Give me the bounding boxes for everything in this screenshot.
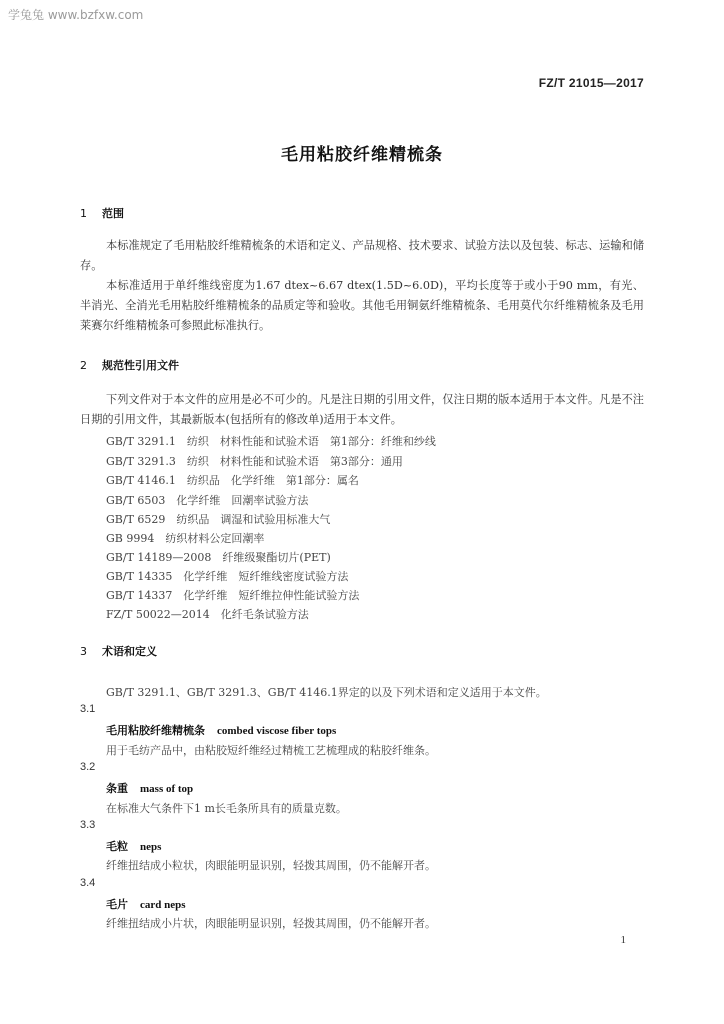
reference-item: GB/T 14337 化学纤维 短纤维拉伸性能试验方法 [106,589,360,602]
term-en: neps [140,841,162,853]
term-zh: 毛粒 [106,840,128,853]
term-definition: 在标准大气条件下1 m长毛条所具有的质量克数。 [106,802,347,815]
section-number: 3 [80,645,87,658]
section-1-heading [80,205,124,221]
section-number: 2 [80,359,87,372]
reference-item: GB/T 6529 纺织品 调湿和试验用标准大气 [106,513,331,526]
reference-item: GB/T 3291.1 纺织 材料性能和试验术语 第1部分：纤维和纱线 [106,435,436,448]
section-1-paragraph-2: 本标准适用于单纤维线密度为1.67 dtex~6.67 dtex(1.5D~6.0D)，平均长度等于或小于90 mm，有光、半消光、全消光毛用粘胶纤维精梳条的品质定等和验收。其他毛用铜氨纤维精梳条、毛用莫代尔纤维精梳条及毛用莱赛尔纤维精梳条可参照此标准执行。 [80,279,644,332]
reference-item: GB/T 4146.1 纺织品 化学纤维 第1部分：属名 [106,474,359,487]
reference-item: GB/T 6503 化学纤维 回潮率试验方法 [106,494,309,507]
term-heading [106,722,336,738]
reference-item: FZ/T 50022—2014 化纤毛条试验方法 [106,608,309,621]
reference-item: GB/T 14189—2008 纤维级聚酯切片(PET) [106,551,331,564]
term-definition: 纤维扭结成小粒状，肉眼能明显识别，轻拨其周围，仍不能解开者。 [106,859,436,872]
term-heading [106,838,161,854]
term-zh: 毛片 [106,898,128,911]
term-number: 3.2 [80,761,96,773]
section-3-heading [80,643,157,659]
section-2-intro: 下列文件对于本文件的应用是必不可少的。凡是注日期的引用文件，仅注日期的版本适用于本文件。凡是不注日期的引用文件，其最新版本(包括所有的修改单)适用于本文件。 [80,393,644,426]
reference-item: GB 9994 纺织材料公定回潮率 [106,532,265,545]
section-3-intro: GB/T 3291.1、GB/T 3291.3、GB/T 4146.1界定的以及下列术语和定义适用于本文件。 [106,686,547,699]
term-en: combed viscose fiber tops [217,725,337,737]
section-title: 范围 [102,207,124,220]
term-definition: 用于毛纺产品中，由粘胶短纤维经过精梳工艺梳理成的粘胶纤维条。 [106,744,436,757]
reference-item: GB/T 3291.3 纺织 材料性能和试验术语 第3部分：通用 [106,455,403,468]
standard-code: FZ/T 21015—2017 [538,76,644,90]
term-zh: 条重 [106,782,128,795]
term-number: 3.4 [80,877,96,889]
term-definition: 纤维扭结成小片状，肉眼能明显识别，轻拨其周围，仍不能解开者。 [106,917,436,930]
section-title: 规范性引用文件 [102,359,179,372]
term-number: 3.1 [80,703,96,715]
term-number: 3.3 [80,819,96,831]
watermark: 学兔兔 www.bzfxw.com [8,8,144,22]
term-en: card neps [140,899,186,911]
term-en: mass of top [140,783,194,795]
term-heading [106,896,186,912]
section-2-heading [80,357,179,373]
section-title: 术语和定义 [102,645,157,658]
reference-item: GB/T 14335 化学纤维 短纤维线密度试验方法 [106,570,349,583]
document-title: 毛用粘胶纤维精梳条 [281,145,443,165]
section-number: 1 [80,207,87,220]
page-number: 1 [620,934,626,946]
term-heading [106,780,193,796]
section-1-paragraph-1: 本标准规定了毛用粘胶纤维精梳条的术语和定义、产品规格、技术要求、试验方法以及包装、标志、运输和储存。 [80,239,644,272]
term-zh: 毛用粘胶纤维精梳条 [106,724,205,737]
